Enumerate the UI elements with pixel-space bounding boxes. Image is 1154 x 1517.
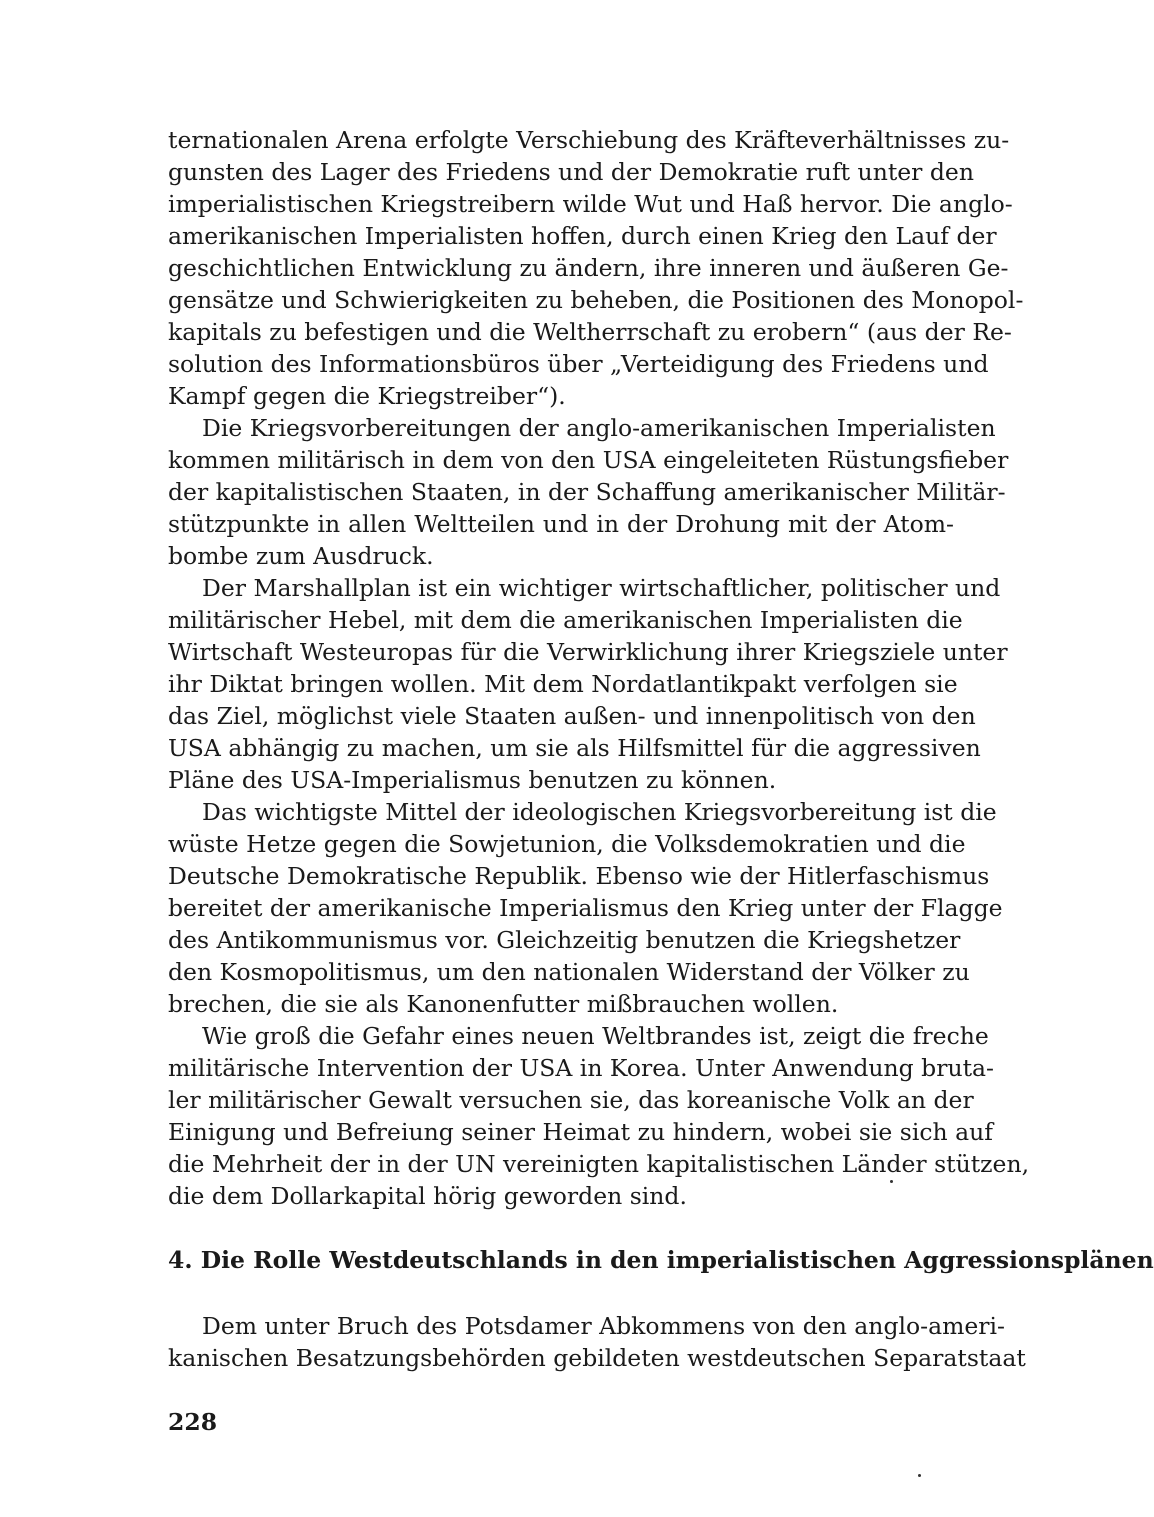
text-line: Dem unter Bruch des Potsdamer Abkommens von den anglo-ameri- — [202, 1312, 1005, 1340]
text-line: Wie groß die Gefahr eines neuen Weltbrandes ist, zeigt die freche — [202, 1022, 989, 1050]
text-line: militärischer Hebel, mit dem die amerikanischen Imperialisten die — [168, 606, 963, 634]
text-line: stützpunkte in allen Weltteilen und in der Drohung mit der Atom- — [168, 510, 954, 538]
print-speck — [890, 1180, 893, 1183]
text-line: kanischen Besatzungsbehörden gebildeten westdeutschen Separatstaat — [168, 1344, 1026, 1372]
text-line: Die Kriegsvorbereitungen der anglo-amerikanischen Imperialisten — [202, 414, 996, 442]
text-line: amerikanischen Imperialisten hoffen, durch einen Krieg den Lauf der — [168, 222, 997, 250]
text-line: bereitet der amerikanische Imperialismus den Krieg unter der Flagge — [168, 894, 1003, 922]
text-line: solution des Informationsbüros über „Verteidigung des Friedens und — [168, 350, 989, 378]
text-line: die dem Dollarkapital hörig geworden sind. — [168, 1182, 687, 1210]
text-line: gensätze und Schwierigkeiten zu beheben, die Positionen des Monopol- — [168, 286, 1024, 314]
text-line: Der Marshallplan ist ein wichtiger wirtschaftlicher, politischer und — [202, 574, 1001, 602]
print-speck — [918, 1474, 921, 1477]
text-line: Deutsche Demokratische Republik. Ebenso wie der Hitlerfaschismus — [168, 862, 990, 890]
text-line: ler militärischer Gewalt versuchen sie, das koreanische Volk an der — [168, 1086, 974, 1114]
text-line: USA abhängig zu machen, um sie als Hilfsmittel für die aggressiven — [168, 734, 981, 762]
text-line: Pläne des USA-Imperialismus benutzen zu können. — [168, 766, 777, 794]
text-line: bombe zum Ausdruck. — [168, 542, 434, 570]
text-line: den Kosmopolitismus, um den nationalen Widerstand der Völker zu — [168, 958, 970, 986]
text-line: kommen militärisch in dem von den USA eingeleiteten Rüstungsfieber — [168, 446, 1009, 474]
text-line: wüste Hetze gegen die Sowjetunion, die Volksdemokratien und die — [168, 830, 966, 858]
text-line: Wirtschaft Westeuropas für die Verwirklichung ihrer Kriegsziele unter — [168, 638, 1008, 666]
text-line: gunsten des Lager des Friedens und der Demokratie ruft unter den — [168, 158, 974, 186]
text-line: ternationalen Arena erfolgte Verschiebung des Kräfteverhältnisses zu- — [168, 126, 1010, 154]
text-line: militärische Intervention der USA in Korea. Unter Anwendung bruta- — [168, 1054, 994, 1082]
text-line: das Ziel, möglichst viele Staaten außen- und innenpolitisch von den — [168, 702, 976, 730]
text-line: die Mehrheit der in der UN vereinigten kapitalistischen Länder stützen, — [168, 1150, 1030, 1178]
text-line: kapitals zu befestigen und die Weltherrschaft zu erobern“ (aus der Re- — [168, 318, 1012, 346]
text-line: des Antikommunismus vor. Gleichzeitig benutzen die Kriegshetzer — [168, 926, 961, 954]
section-heading: 4. Die Rolle Westdeutschlands in den imperialistischen Aggressionsplänen — [168, 1246, 1154, 1274]
text-line: geschichtlichen Entwicklung zu ändern, ihre inneren und äußeren Ge- — [168, 254, 1009, 282]
text-line: Kampf gegen die Kriegstreiber“). — [168, 382, 566, 410]
text-line: ihr Diktat bringen wollen. Mit dem Nordatlantikpakt verfolgen sie — [168, 670, 958, 698]
text-line: brechen, die sie als Kanonenfutter mißbrauchen wollen. — [168, 990, 839, 1018]
text-line: Einigung und Befreiung seiner Heimat zu hindern, wobei sie sich auf — [168, 1118, 993, 1146]
text-line: imperialistischen Kriegstreibern wilde Wut und Haß hervor. Die anglo- — [168, 190, 1013, 218]
text-line: Das wichtigste Mittel der ideologischen Kriegsvorbereitung ist die — [202, 798, 997, 826]
text-line: der kapitalistischen Staaten, in der Schaffung amerikanischer Militär- — [168, 478, 1006, 506]
page-number: 228 — [168, 1408, 218, 1436]
